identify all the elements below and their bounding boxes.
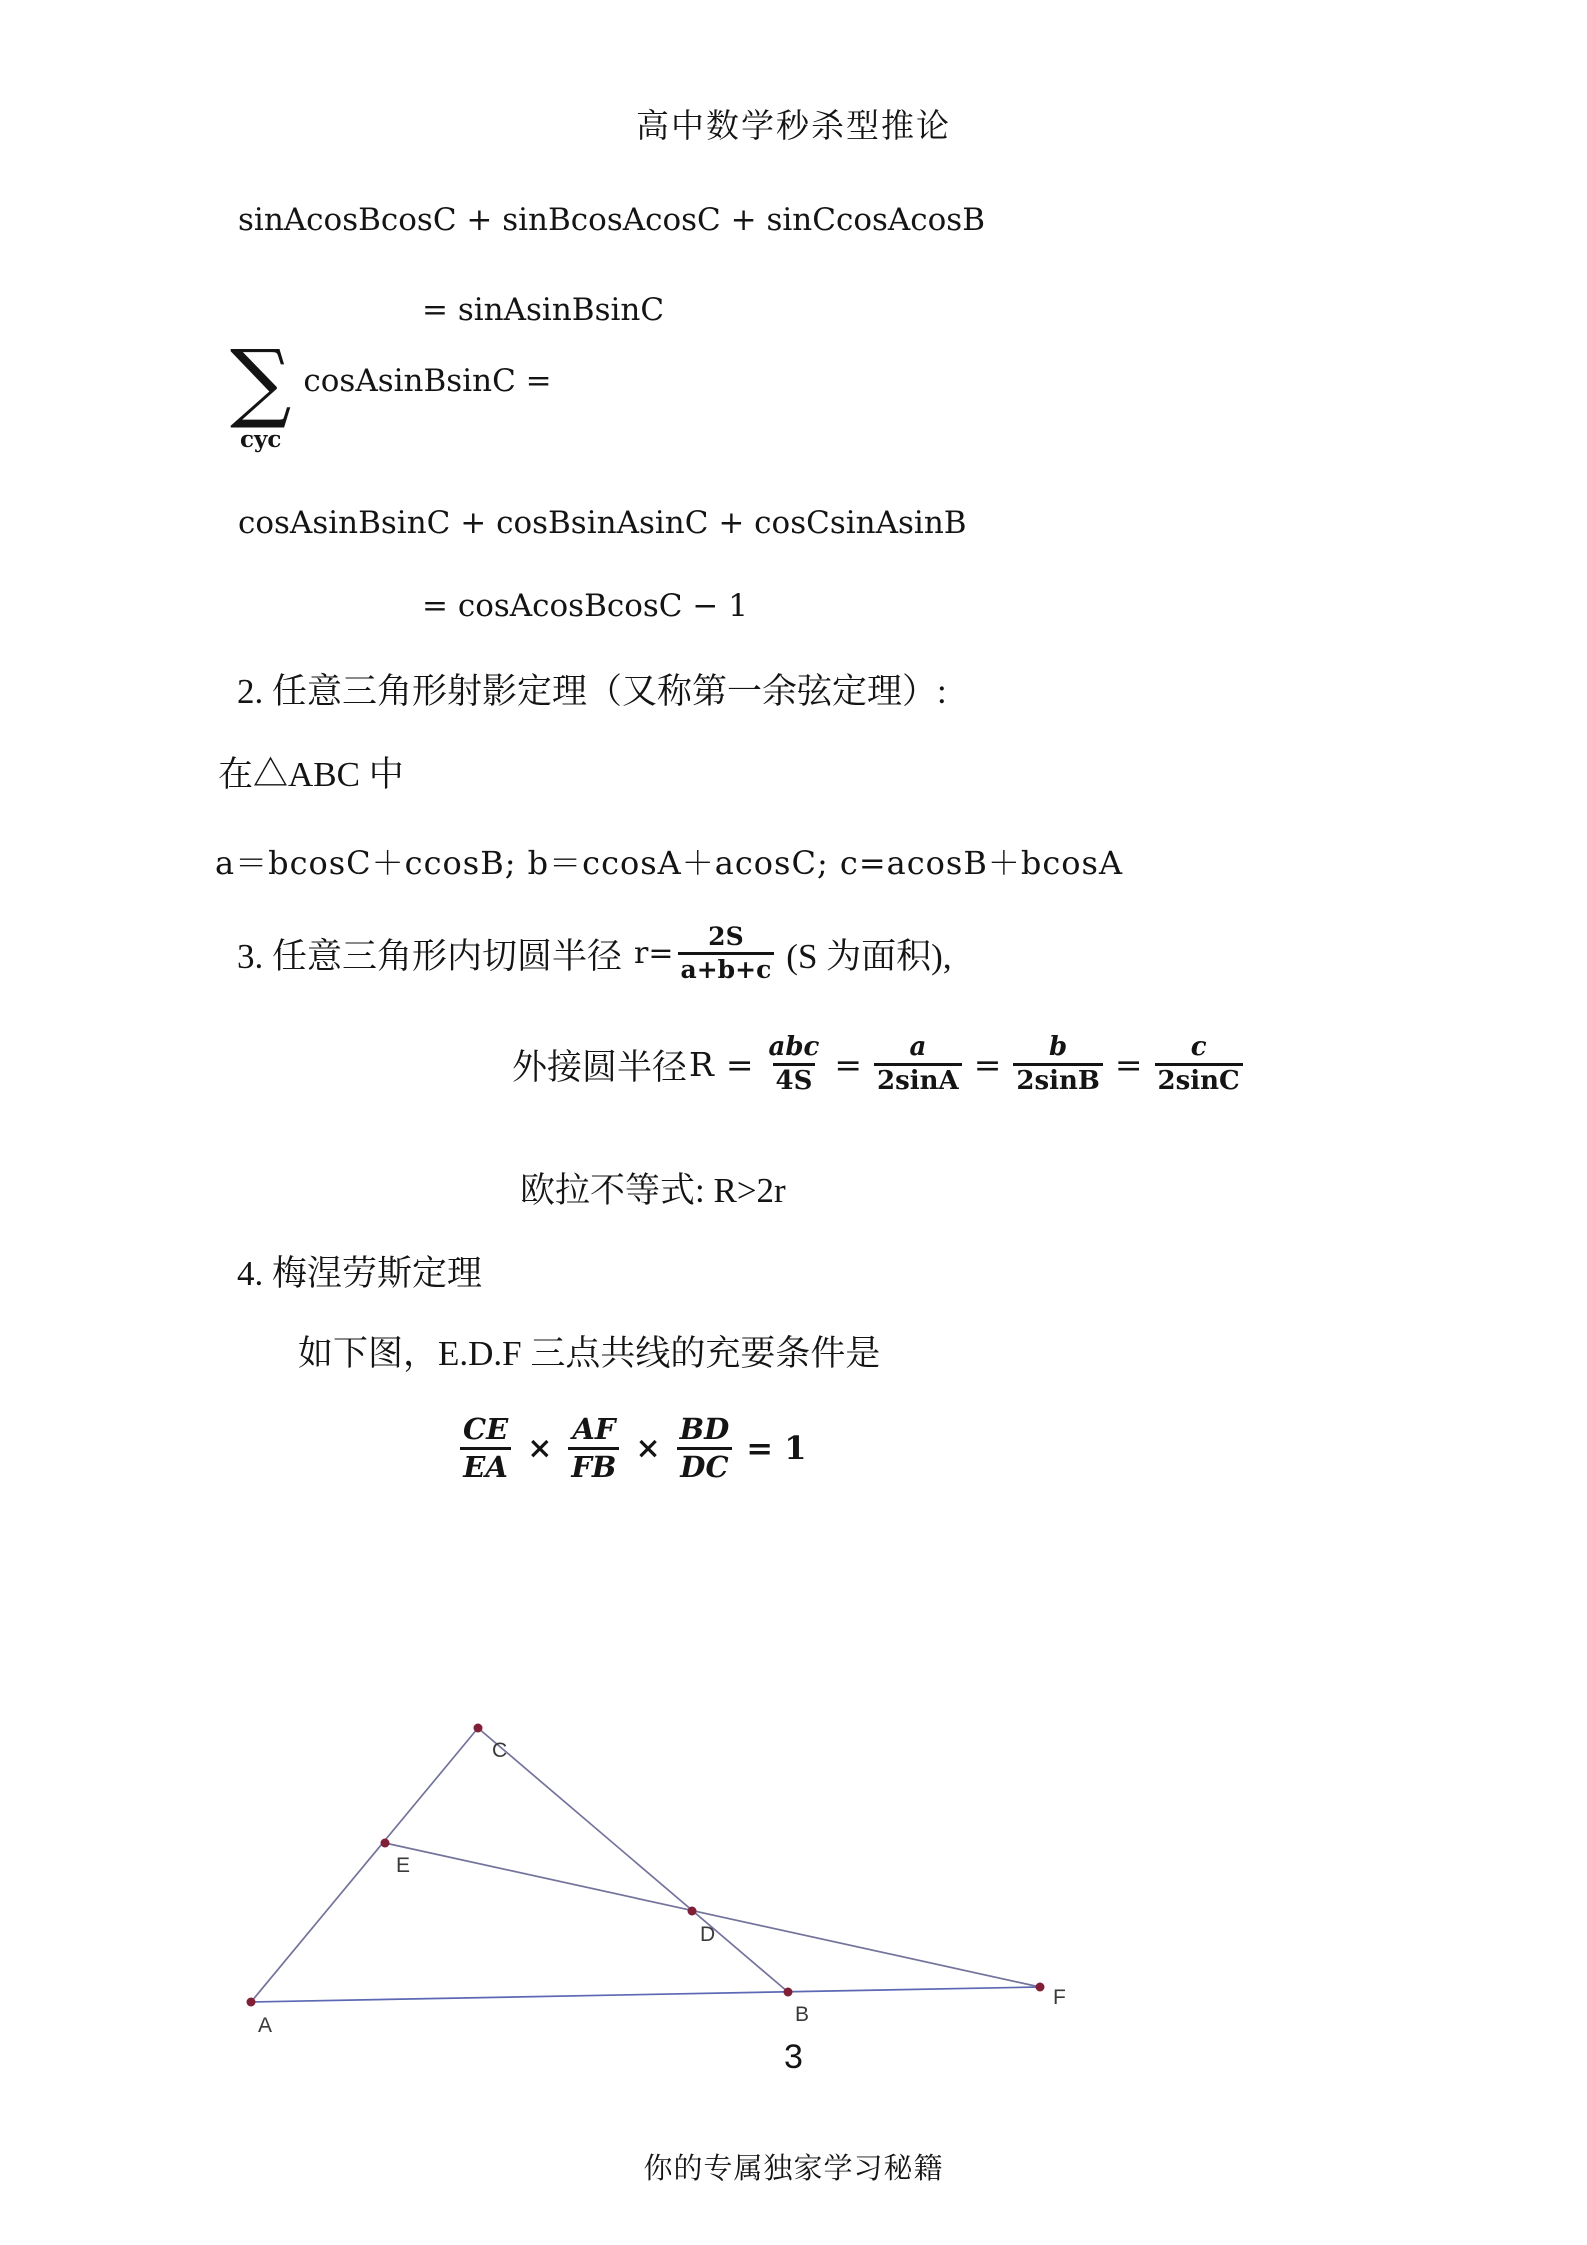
formula-sin-sum-line1: sinAcosBcosC + sinBcosAcosC + sinCcosAcosB — [238, 202, 985, 238]
fraction-denominator: 4S — [773, 1063, 816, 1097]
item3-title-suffix: (S 为面积), — [786, 936, 952, 976]
fraction-numerator: b — [1049, 1032, 1068, 1062]
fraction-numerator: abc — [768, 1032, 820, 1062]
equals-sign: = — [973, 1045, 1002, 1085]
menelaus-diagram — [175, 1680, 1080, 2045]
fraction-denominator: 2sinC — [1155, 1063, 1243, 1097]
formula-sin-sum-line2: = sinAsinBsinC — [422, 292, 665, 328]
formula-cos-sum-line2: = cosAcosBcosC − 1 — [422, 588, 748, 624]
euler-inequality: 欧拉不等式: R>2r — [520, 1171, 786, 1210]
fraction-numerator: c — [1190, 1032, 1207, 1062]
fraction-denominator: 2sinB — [1013, 1063, 1102, 1097]
diagram-label-E: E — [396, 1854, 411, 1877]
diagram-point-B — [784, 1988, 793, 1997]
fraction-numerator: BD — [679, 1412, 730, 1446]
item3-title-prefix: 3. 任意三角形内切圆半径 — [237, 936, 623, 976]
circumradius-prefix: 外接圆半径 — [512, 1047, 688, 1087]
page-number: 3 — [784, 2038, 803, 2076]
equals-sign: = — [834, 1045, 863, 1085]
menelaus-fraction-bd-dc — [677, 1412, 733, 1485]
circumradius-fraction-abc — [766, 1032, 823, 1097]
circumradius-fraction-c — [1155, 1032, 1243, 1097]
equals-sign: = — [1114, 1045, 1143, 1085]
sigma-summation-symbol — [230, 332, 292, 453]
diagram-point-D — [688, 1907, 697, 1916]
diagram-point-C — [474, 1724, 483, 1733]
fraction-denominator: DC — [677, 1447, 731, 1485]
formula-cyclic-sum — [230, 332, 552, 453]
circumradius-formula — [512, 1032, 1243, 1097]
circumradius-fraction-a — [874, 1032, 962, 1097]
times-sign: × — [635, 1430, 661, 1466]
item2-title: 2. 任意三角形射影定理（又称第一余弦定理）: — [237, 672, 947, 711]
item2-projection-formula: a＝bcosC＋ccosB; b＝ccosA＋acosC; c=acosB＋bcosA — [215, 844, 1124, 882]
item3-inradius-line — [237, 922, 952, 985]
diagram-segment-AC — [251, 1728, 478, 2002]
item2-triangle-line: 在△ABC 中 — [218, 755, 404, 794]
fraction-numerator: a — [909, 1032, 927, 1062]
fraction-denominator: EA — [460, 1447, 511, 1485]
diagram-point-A — [247, 1998, 256, 2007]
diagram-label-B: B — [795, 2003, 810, 2026]
diagram-label-D: D — [700, 1923, 716, 1946]
fraction-numerator: 2S — [708, 922, 744, 951]
fraction-denominator: 2sinA — [874, 1063, 962, 1097]
diagram-segment-AF — [251, 1987, 1040, 2002]
diagram-segment-EF — [385, 1843, 1040, 1987]
page-header: 高中数学秒杀型推论 — [636, 109, 951, 145]
diagram-label-A: A — [258, 2014, 273, 2037]
equals-one: = 1 — [746, 1429, 807, 1468]
equals-sign: = — [725, 1045, 754, 1085]
fraction-numerator: CE — [463, 1412, 509, 1446]
fraction-numerator: AF — [572, 1412, 616, 1446]
diagram-label-F: F — [1053, 1986, 1066, 2009]
circumradius-R: R — [689, 1045, 714, 1085]
cyclic-sum-body: cosAsinBsinC = — [303, 363, 552, 400]
menelaus-fraction-af-fb — [568, 1412, 619, 1485]
diagram-point-E — [381, 1839, 390, 1848]
page-footer: 你的专属独家学习秘籍 — [643, 2153, 944, 2185]
fraction-denominator: a+b+c — [678, 952, 775, 985]
times-sign: × — [527, 1430, 553, 1466]
sigma-subscript: cyc — [240, 425, 282, 453]
diagram-point-F — [1036, 1983, 1045, 1992]
inradius-fraction — [678, 922, 775, 985]
sigma-glyph: ∑ — [230, 332, 292, 432]
diagram-segment-CB — [478, 1728, 788, 1992]
item4-title: 4. 梅涅劳斯定理 — [237, 1254, 483, 1293]
menelaus-fraction-ce-ea — [460, 1412, 511, 1485]
fraction-denominator: FB — [568, 1447, 619, 1485]
circumradius-fraction-b — [1013, 1032, 1102, 1097]
menelaus-formula — [460, 1412, 806, 1485]
item3-r-equals: r= — [634, 936, 674, 971]
item4-subtitle: 如下图，E.D.F 三点共线的充要条件是 — [298, 1334, 881, 1373]
formula-cos-sum-line1: cosAsinBsinC + cosBsinAsinC + cosCsinAsinB — [238, 505, 967, 541]
diagram-label-C: C — [492, 1739, 508, 1762]
